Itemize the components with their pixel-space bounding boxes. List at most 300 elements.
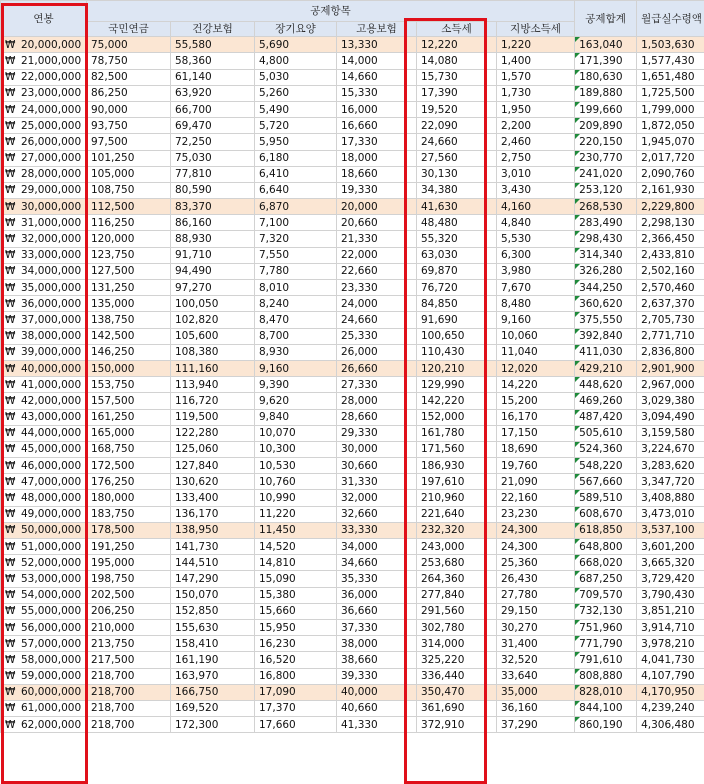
- income-tax-cell: 197,610: [417, 474, 497, 490]
- salary-cell: [1, 37, 87, 53]
- currency-symbol: ₩: [5, 686, 16, 699]
- pension-cell: 195,000: [87, 555, 171, 571]
- longterm-cell: 8,010: [255, 280, 337, 296]
- local-tax-cell: 1,220: [497, 37, 575, 53]
- total-cell: 209,890: [575, 118, 637, 134]
- employment-cell: 35,330: [337, 571, 417, 587]
- local-tax-cell: 4,160: [497, 199, 575, 215]
- employment-cell: 34,000: [337, 539, 417, 555]
- total-cell: 687,250: [575, 571, 637, 587]
- total-cell: 360,620: [575, 296, 637, 312]
- pension-cell: 176,250: [87, 474, 171, 490]
- currency-symbol: ₩: [5, 168, 16, 181]
- pension-cell: 138,750: [87, 312, 171, 328]
- header-net-monthly: 월급실수령액: [637, 1, 704, 37]
- salary-cell: [1, 652, 87, 668]
- net-monthly-cell: 3,283,620: [637, 458, 704, 474]
- table-row: [1, 441, 704, 457]
- longterm-cell: 16,800: [255, 668, 337, 684]
- currency-symbol: ₩: [5, 200, 16, 213]
- salary-value: 55,000,000: [21, 605, 82, 618]
- table-row: [1, 134, 704, 150]
- pension-cell: 157,500: [87, 393, 171, 409]
- currency-symbol: ₩: [5, 135, 16, 148]
- health-cell: 127,840: [171, 458, 255, 474]
- employment-cell: 28,660: [337, 409, 417, 425]
- employment-cell: 16,660: [337, 118, 417, 134]
- employment-cell: 38,000: [337, 636, 417, 652]
- pension-cell: 218,700: [87, 717, 171, 733]
- employment-cell: 39,330: [337, 668, 417, 684]
- health-cell: 86,160: [171, 215, 255, 231]
- net-monthly-cell: 2,229,800: [637, 199, 704, 215]
- net-monthly-cell: 3,601,200: [637, 539, 704, 555]
- salary-value: 54,000,000: [21, 589, 82, 602]
- net-monthly-cell: 2,090,760: [637, 166, 704, 182]
- income-tax-cell: 302,780: [417, 619, 497, 635]
- longterm-cell: 17,370: [255, 700, 337, 716]
- pension-cell: 183,750: [87, 506, 171, 522]
- salary-cell: [1, 53, 87, 69]
- net-monthly-cell: 3,159,580: [637, 425, 704, 441]
- net-monthly-cell: 2,161,930: [637, 182, 704, 198]
- total-cell: 860,190: [575, 717, 637, 733]
- table-row: [1, 393, 704, 409]
- income-tax-cell: 19,520: [417, 101, 497, 117]
- longterm-cell: 14,520: [255, 539, 337, 555]
- pension-cell: 75,000: [87, 37, 171, 53]
- salary-value: 61,000,000: [21, 702, 82, 715]
- salary-value: 50,000,000: [21, 524, 82, 537]
- total-cell: 189,880: [575, 85, 637, 101]
- currency-symbol: ₩: [5, 589, 16, 602]
- employment-cell: 13,330: [337, 37, 417, 53]
- employment-cell: 33,330: [337, 522, 417, 538]
- longterm-cell: 16,230: [255, 636, 337, 652]
- currency-symbol: ₩: [5, 87, 16, 100]
- health-cell: 161,190: [171, 652, 255, 668]
- pension-cell: 78,750: [87, 53, 171, 69]
- salary-cell: [1, 360, 87, 376]
- currency-symbol: ₩: [5, 38, 16, 51]
- health-cell: 147,290: [171, 571, 255, 587]
- local-tax-cell: 16,170: [497, 409, 575, 425]
- total-cell: 589,510: [575, 490, 637, 506]
- pension-cell: 108,750: [87, 182, 171, 198]
- local-tax-cell: 14,220: [497, 377, 575, 393]
- salary-value: 57,000,000: [21, 637, 82, 650]
- employment-cell: 28,000: [337, 393, 417, 409]
- total-cell: 253,120: [575, 182, 637, 198]
- income-tax-cell: 48,480: [417, 215, 497, 231]
- health-cell: 169,520: [171, 700, 255, 716]
- employment-cell: 19,330: [337, 182, 417, 198]
- longterm-cell: 10,760: [255, 474, 337, 490]
- table-row: [1, 360, 704, 376]
- currency-symbol: ₩: [5, 653, 16, 666]
- income-tax-cell: 361,690: [417, 700, 497, 716]
- total-cell: 487,420: [575, 409, 637, 425]
- table-row: [1, 280, 704, 296]
- total-cell: 618,850: [575, 522, 637, 538]
- net-monthly-cell: 2,901,900: [637, 360, 704, 376]
- local-tax-cell: 3,430: [497, 182, 575, 198]
- salary-cell: [1, 296, 87, 312]
- total-cell: 283,490: [575, 215, 637, 231]
- table-row: [1, 603, 704, 619]
- pension-cell: 218,700: [87, 700, 171, 716]
- employment-cell: 38,660: [337, 652, 417, 668]
- salary-value: 39,000,000: [21, 346, 82, 359]
- table-row: [1, 182, 704, 198]
- health-cell: 69,470: [171, 118, 255, 134]
- salary-cell: [1, 700, 87, 716]
- longterm-cell: 11,450: [255, 522, 337, 538]
- table-row: [1, 231, 704, 247]
- health-cell: 155,630: [171, 619, 255, 635]
- longterm-cell: 9,840: [255, 409, 337, 425]
- currency-symbol: ₩: [5, 54, 16, 67]
- health-cell: 66,700: [171, 101, 255, 117]
- longterm-cell: 6,180: [255, 150, 337, 166]
- header-employment: 고용보험: [337, 22, 417, 37]
- employment-cell: 20,000: [337, 199, 417, 215]
- salary-cell: [1, 409, 87, 425]
- total-cell: 828,010: [575, 684, 637, 700]
- table-row: [1, 636, 704, 652]
- local-tax-cell: 1,730: [497, 85, 575, 101]
- currency-symbol: ₩: [5, 362, 16, 375]
- health-cell: 72,250: [171, 134, 255, 150]
- local-tax-cell: 5,530: [497, 231, 575, 247]
- pension-cell: 93,750: [87, 118, 171, 134]
- income-tax-cell: 186,930: [417, 458, 497, 474]
- header-salary: 연봉: [1, 1, 87, 37]
- income-tax-cell: 84,850: [417, 296, 497, 312]
- currency-symbol: ₩: [5, 233, 16, 246]
- salary-value: 24,000,000: [21, 103, 82, 116]
- local-tax-cell: 9,160: [497, 312, 575, 328]
- salary-cell: [1, 166, 87, 182]
- table-row: [1, 490, 704, 506]
- salary-value: 29,000,000: [21, 184, 82, 197]
- longterm-cell: 6,410: [255, 166, 337, 182]
- longterm-cell: 16,520: [255, 652, 337, 668]
- table-row: [1, 587, 704, 603]
- total-cell: 411,030: [575, 344, 637, 360]
- salary-cell: [1, 603, 87, 619]
- net-monthly-cell: 2,570,460: [637, 280, 704, 296]
- pension-cell: 178,500: [87, 522, 171, 538]
- pension-cell: 120,000: [87, 231, 171, 247]
- total-cell: 668,020: [575, 555, 637, 571]
- employment-cell: 22,660: [337, 263, 417, 279]
- salary-cell: [1, 312, 87, 328]
- health-cell: 150,070: [171, 587, 255, 603]
- salary-value: 56,000,000: [21, 621, 82, 634]
- table-row: [1, 166, 704, 182]
- total-cell: 844,100: [575, 700, 637, 716]
- total-cell: 771,790: [575, 636, 637, 652]
- net-monthly-cell: 2,705,730: [637, 312, 704, 328]
- header-pension: 국민연금: [87, 22, 171, 37]
- local-tax-cell: 15,200: [497, 393, 575, 409]
- employment-cell: 24,660: [337, 312, 417, 328]
- employment-cell: 16,000: [337, 101, 417, 117]
- pension-cell: 123,750: [87, 247, 171, 263]
- local-tax-cell: 33,640: [497, 668, 575, 684]
- total-cell: 171,390: [575, 53, 637, 69]
- table-row: [1, 700, 704, 716]
- currency-symbol: ₩: [5, 670, 16, 683]
- salary-value: 43,000,000: [21, 411, 82, 424]
- employment-cell: 18,660: [337, 166, 417, 182]
- currency-symbol: ₩: [5, 265, 16, 278]
- currency-symbol: ₩: [5, 621, 16, 634]
- pension-cell: 213,750: [87, 636, 171, 652]
- salary-cell: [1, 328, 87, 344]
- table-row: [1, 619, 704, 635]
- income-tax-cell: 91,690: [417, 312, 497, 328]
- longterm-cell: 15,090: [255, 571, 337, 587]
- net-monthly-cell: 2,967,000: [637, 377, 704, 393]
- salary-value: 49,000,000: [21, 508, 82, 521]
- longterm-cell: 7,550: [255, 247, 337, 263]
- net-monthly-cell: 3,978,210: [637, 636, 704, 652]
- health-cell: 111,160: [171, 360, 255, 376]
- total-cell: 180,630: [575, 69, 637, 85]
- health-cell: 125,060: [171, 441, 255, 457]
- salary-value: 48,000,000: [21, 492, 82, 505]
- currency-symbol: ₩: [5, 637, 16, 650]
- net-monthly-cell: 3,914,710: [637, 619, 704, 635]
- salary-value: 23,000,000: [21, 87, 82, 100]
- health-cell: 88,930: [171, 231, 255, 247]
- salary-cell: [1, 263, 87, 279]
- table-row: [1, 215, 704, 231]
- currency-symbol: ₩: [5, 249, 16, 262]
- longterm-cell: 15,950: [255, 619, 337, 635]
- currency-symbol: ₩: [5, 443, 16, 456]
- local-tax-cell: 2,200: [497, 118, 575, 134]
- salary-value: 52,000,000: [21, 556, 82, 569]
- income-tax-cell: 264,360: [417, 571, 497, 587]
- total-cell: 548,220: [575, 458, 637, 474]
- header-total: 공제합계: [575, 1, 637, 37]
- longterm-cell: 5,690: [255, 37, 337, 53]
- total-cell: 375,550: [575, 312, 637, 328]
- health-cell: 113,940: [171, 377, 255, 393]
- local-tax-cell: 2,750: [497, 150, 575, 166]
- pension-cell: 180,000: [87, 490, 171, 506]
- local-tax-cell: 19,760: [497, 458, 575, 474]
- salary-cell: [1, 490, 87, 506]
- pension-cell: 161,250: [87, 409, 171, 425]
- local-tax-cell: 27,780: [497, 587, 575, 603]
- currency-symbol: ₩: [5, 313, 16, 326]
- salary-cell: [1, 150, 87, 166]
- employment-cell: 24,000: [337, 296, 417, 312]
- local-tax-cell: 6,300: [497, 247, 575, 263]
- table-row: [1, 328, 704, 344]
- employment-cell: 34,660: [337, 555, 417, 571]
- salary-value: 26,000,000: [21, 135, 82, 148]
- salary-value: 42,000,000: [21, 394, 82, 407]
- salary-cell: [1, 215, 87, 231]
- income-tax-cell: 30,130: [417, 166, 497, 182]
- currency-symbol: ₩: [5, 459, 16, 472]
- income-tax-cell: 253,680: [417, 555, 497, 571]
- currency-symbol: ₩: [5, 71, 16, 84]
- total-cell: 199,660: [575, 101, 637, 117]
- total-cell: 469,260: [575, 393, 637, 409]
- salary-value: 62,000,000: [21, 718, 82, 731]
- pension-cell: 218,700: [87, 668, 171, 684]
- employment-cell: 15,330: [337, 85, 417, 101]
- health-cell: 133,400: [171, 490, 255, 506]
- employment-cell: 32,000: [337, 490, 417, 506]
- net-monthly-cell: 3,473,010: [637, 506, 704, 522]
- pension-cell: 210,000: [87, 619, 171, 635]
- currency-symbol: ₩: [5, 427, 16, 440]
- currency-symbol: ₩: [5, 152, 16, 165]
- currency-symbol: ₩: [5, 297, 16, 310]
- income-tax-cell: 34,380: [417, 182, 497, 198]
- salary-value: 53,000,000: [21, 572, 82, 585]
- health-cell: 141,730: [171, 539, 255, 555]
- health-cell: 80,590: [171, 182, 255, 198]
- currency-symbol: ₩: [5, 281, 16, 294]
- net-monthly-cell: 4,041,730: [637, 652, 704, 668]
- longterm-cell: 11,220: [255, 506, 337, 522]
- net-monthly-cell: 3,790,430: [637, 587, 704, 603]
- total-cell: 524,360: [575, 441, 637, 457]
- employment-cell: 40,000: [337, 684, 417, 700]
- salary-cell: [1, 199, 87, 215]
- salary-value: 34,000,000: [21, 265, 82, 278]
- salary-cell: [1, 668, 87, 684]
- employment-cell: 25,330: [337, 328, 417, 344]
- local-tax-cell: 1,400: [497, 53, 575, 69]
- salary-cell: [1, 619, 87, 635]
- local-tax-cell: 7,670: [497, 280, 575, 296]
- salary-cell: [1, 636, 87, 652]
- net-monthly-cell: 2,298,130: [637, 215, 704, 231]
- table-row: [1, 717, 704, 733]
- pension-cell: 86,250: [87, 85, 171, 101]
- income-tax-cell: 350,470: [417, 684, 497, 700]
- local-tax-cell: 11,040: [497, 344, 575, 360]
- salary-cell: [1, 377, 87, 393]
- income-tax-cell: 129,990: [417, 377, 497, 393]
- health-cell: 136,170: [171, 506, 255, 522]
- health-cell: 144,510: [171, 555, 255, 571]
- longterm-cell: 5,950: [255, 134, 337, 150]
- local-tax-cell: 18,690: [497, 441, 575, 457]
- longterm-cell: 8,700: [255, 328, 337, 344]
- pension-cell: 172,500: [87, 458, 171, 474]
- health-cell: 172,300: [171, 717, 255, 733]
- longterm-cell: 5,030: [255, 69, 337, 85]
- salary-value: 32,000,000: [21, 233, 82, 246]
- total-cell: 392,840: [575, 328, 637, 344]
- income-tax-cell: 17,390: [417, 85, 497, 101]
- salary-value: 31,000,000: [21, 216, 82, 229]
- currency-symbol: ₩: [5, 346, 16, 359]
- salary-value: 36,000,000: [21, 297, 82, 310]
- total-cell: 429,210: [575, 360, 637, 376]
- total-cell: 505,610: [575, 425, 637, 441]
- total-cell: 808,880: [575, 668, 637, 684]
- header-health: 건강보험: [171, 22, 255, 37]
- currency-symbol: ₩: [5, 524, 16, 537]
- pension-cell: 135,000: [87, 296, 171, 312]
- salary-cell: [1, 69, 87, 85]
- longterm-cell: 9,620: [255, 393, 337, 409]
- net-monthly-cell: 3,408,880: [637, 490, 704, 506]
- currency-symbol: ₩: [5, 605, 16, 618]
- health-cell: 77,810: [171, 166, 255, 182]
- total-cell: 709,570: [575, 587, 637, 603]
- employment-cell: 32,660: [337, 506, 417, 522]
- salary-cell: [1, 101, 87, 117]
- pension-cell: 112,500: [87, 199, 171, 215]
- net-monthly-cell: 2,366,450: [637, 231, 704, 247]
- local-tax-cell: 24,300: [497, 539, 575, 555]
- net-monthly-cell: 4,170,950: [637, 684, 704, 700]
- longterm-cell: 10,530: [255, 458, 337, 474]
- salary-cell: [1, 522, 87, 538]
- income-tax-cell: 69,870: [417, 263, 497, 279]
- currency-symbol: ₩: [5, 216, 16, 229]
- income-tax-cell: 243,000: [417, 539, 497, 555]
- total-cell: 163,040: [575, 37, 637, 53]
- salary-value: 33,000,000: [21, 249, 82, 262]
- salary-value: 30,000,000: [21, 200, 82, 213]
- salary-value: 20,000,000: [21, 38, 82, 51]
- employment-cell: 30,660: [337, 458, 417, 474]
- local-tax-cell: 1,570: [497, 69, 575, 85]
- salary-value: 47,000,000: [21, 475, 82, 488]
- employment-cell: 17,330: [337, 134, 417, 150]
- salary-value: 44,000,000: [21, 427, 82, 440]
- longterm-cell: 9,390: [255, 377, 337, 393]
- employment-cell: 14,000: [337, 53, 417, 69]
- longterm-cell: 17,090: [255, 684, 337, 700]
- longterm-cell: 10,300: [255, 441, 337, 457]
- health-cell: 122,280: [171, 425, 255, 441]
- income-tax-cell: 24,660: [417, 134, 497, 150]
- total-cell: 314,340: [575, 247, 637, 263]
- salary-value: 21,000,000: [21, 54, 82, 67]
- pension-cell: 198,750: [87, 571, 171, 587]
- local-tax-cell: 22,160: [497, 490, 575, 506]
- salary-value: 35,000,000: [21, 281, 82, 294]
- table-row: [1, 263, 704, 279]
- salary-cell: [1, 458, 87, 474]
- net-monthly-cell: 2,771,710: [637, 328, 704, 344]
- header-longterm: 장기요양: [255, 22, 337, 37]
- table-row: [1, 344, 704, 360]
- local-tax-cell: 35,000: [497, 684, 575, 700]
- pension-cell: 116,250: [87, 215, 171, 231]
- local-tax-cell: 26,430: [497, 571, 575, 587]
- table-row: [1, 474, 704, 490]
- health-cell: 58,360: [171, 53, 255, 69]
- employment-cell: 40,660: [337, 700, 417, 716]
- net-monthly-cell: 3,665,320: [637, 555, 704, 571]
- table-row: [1, 684, 704, 700]
